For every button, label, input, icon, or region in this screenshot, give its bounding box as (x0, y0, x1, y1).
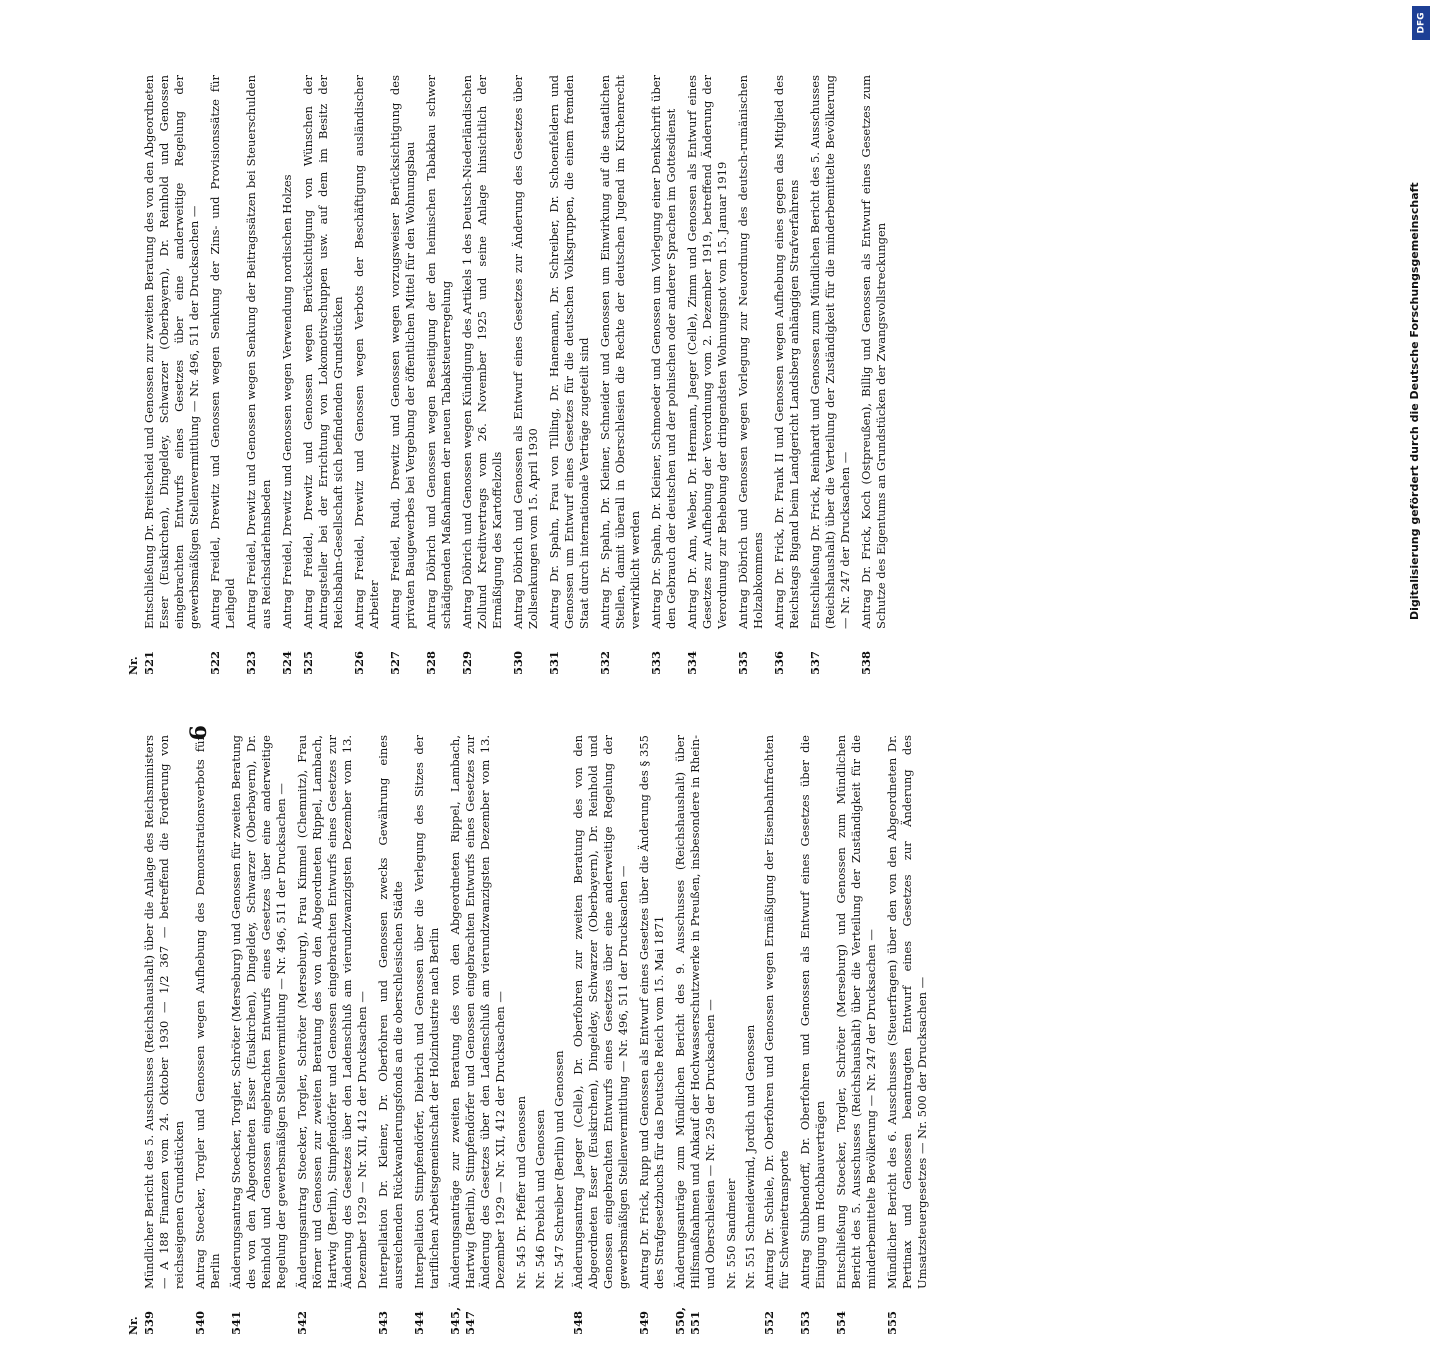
document-entry (649, 75, 679, 675)
entry-number: 549 (637, 1310, 651, 1335)
entry-text: Änderungsantrag Stoecker, Torgler, Schröter (Merseburg), Frau Kimmel (Chemnitz), Frau Rörner und Genossen zur zweiten Beratung des von den Abgeordneten Rippel, Lambach, Hartwig (Berlin), Stimpfendörfer und Genossen eingebrachten Entwurfs eines Gesetzes zur Änderung des Gesetzes über den Ladenschluß am vierundzwanzigsten Dezember vom 13. Dezember 1929 — Nr. XII, 412 der Drucksachen — (295, 735, 369, 1289)
entry-number: 539 (142, 1310, 156, 1335)
document-entry (280, 75, 295, 675)
document-entry (637, 735, 667, 1335)
entry-number: 525 (301, 650, 315, 675)
entry-number: 528 (424, 650, 438, 675)
entry-text: Entschließung Stoecker, Torgler, Schröter (Merseburg) und Genossen zum Mündlichen Bericht des 5. Ausschusses (Reichshaushalt) über die Verteilung der Zuständigkeit für die minderbemittelte Bevölkerung — Nr. 247 der Drucksachen — (834, 735, 878, 1289)
dfg-credit-strip (1404, 0, 1434, 1000)
left-column-content (127, 75, 1247, 675)
entry-text: Antrag Stubbendorff, Dr. Oberfohren und Genossen als Entwurf eines Gesetzes über die Einigung um Hochbauverträgen (798, 735, 827, 1289)
entry-number: 552 (762, 1310, 776, 1335)
entry-number: 548 (571, 1310, 585, 1335)
entry-text: Antrag Döbrich und Genossen wegen Vorlegung zur Neuordnung des deutsch-rumänischen Holzabkommens (736, 75, 765, 629)
document-entry (193, 735, 223, 1335)
entry-text: Antrag Dr. Spahn, Dr. Kleiner, Schneider und Genossen um Einwirkung auf die staatlichen Stellen, damit überall in Oberschlesien die Rechte der deutschen Jugend im Kirchenrecht verwirklicht werden (598, 75, 642, 629)
entry-number: 532 (598, 650, 612, 675)
document-entry (412, 735, 442, 1335)
entry-number: 554 (834, 1310, 848, 1335)
document-entry (772, 75, 802, 675)
digitization-credit: Digitalisierung gefördert durch die Deutsche Forschungsgemeinschaft (1408, 182, 1421, 620)
entry-number: 538 (859, 650, 873, 675)
document-entry (352, 75, 382, 675)
right-column (127, 735, 1247, 1335)
document-entry (244, 75, 274, 675)
document-entry (736, 75, 766, 675)
right-nr-header: Nr. (127, 1316, 140, 1335)
entry-number: 544 (412, 1310, 426, 1335)
entry-text: Antrag Dr. Frick, Rupp und Genossen als Entwurf eines Gesetzes über die Änderung des § 355 des Strafgesetzbuchs für das Deutsche Reich vom 15. Mai 1871 (637, 735, 666, 1289)
entry-number: 531 (547, 650, 561, 675)
sub-entry: Nr. 547 Schreiber (Berlin) und Genossen (552, 1050, 566, 1289)
entry-text: Mündlicher Bericht des 5. Ausschusses (Reichshaushalt) über die Anlage des Reichsministers — A 188 Finanzen vom 24. Oktober 1930 — 1/2 367 — betreffend die Forderung von reichseigenen Grundstücken (142, 735, 186, 1289)
entry-text: Antrag Dr. Frick, Koch (Ostpreußen), Billig und Genossen als Entwurf eines Gesetzes zum Schutze des Eigentums an Grundstücken der Zwangsvollstreckungen (859, 75, 888, 629)
entry-text: Antrag Dr. Frick, Dr. Frank II und Genossen wegen Aufhebung eines gegen das Mitglied des Reichstags Bigand beim Landgericht Landsberg anhängigen Strafverfahrens (772, 75, 801, 629)
entry-number: 534 (685, 650, 699, 675)
document-entry (424, 75, 454, 675)
dfg-logo-icon (1412, 6, 1430, 40)
document-entry (511, 75, 541, 675)
entry-text: Antrag Dr. Spahn, Frau von Tilling, Dr. Hanemann, Dr. Schreiber, Dr. Schoenfeldern und Genossen um Entwurf eines Gesetzes für die deutschen Volksgruppen, die einem fremden Staat durch internationale Verträge zugeteilt sind (547, 75, 591, 629)
document-entry (295, 735, 370, 1335)
entry-text: Antrag Döbrich und Genossen wegen Kündigung des Artikels 1 des Deutsch-Niederländischen Zollund Kreditvertrags vom 26. November 1925 und seine Anlage hinsichtlich der Ermäßigung des Kartoffelzolls (460, 75, 504, 629)
entry-text: Mündlicher Bericht des 6. Ausschusses (Steuerfragen) über den von den Abgeordneten Dr. Pertinax und Genossen beantragten Entwurf eines Gesetzes zur Änderung des Umsatzsteuergesetzes — Nr. 500 der Drucksachen — (885, 735, 929, 1289)
sub-entry: Nr. 551 Schneidewind, Jordich und Genossen (743, 1024, 757, 1289)
entry-text: Antrag Döbrich und Genossen als Entwurf eines Gesetzes zur Änderung des Gesetzes über Zollsenkungen vom 15. April 1930 (511, 75, 540, 629)
document-entry (547, 75, 592, 675)
entry-number: 526 (352, 650, 366, 675)
entry-text: Antrag Freidel, Drewitz und Genossen wegen Verwendung nordischen Holzes (280, 174, 294, 629)
document-entry (460, 75, 505, 675)
entry-number: 524 (280, 650, 294, 675)
left-nr-header: Nr. (127, 656, 140, 675)
entry-number: 550, 551 (673, 1306, 702, 1335)
left-column (127, 75, 1247, 675)
entry-number: 542 (295, 1310, 309, 1335)
entry-number: 537 (808, 650, 822, 675)
entry-number: 527 (388, 650, 402, 675)
entry-number: 543 (376, 1310, 390, 1335)
dfg-logo-text: DFG (1416, 12, 1427, 34)
entry-text: Änderungsantrag Stoecker, Torgler, Schröter (Merseburg) und Genossen für zweiten Beratung des von den Abgeordneten Esser (Euskirchen), Dingeldey, Schwarzer (Oberbayern), Dr. Reinhold und Genossen eingebrachten Entwurfs eines Gesetzes über eine anderweitige Regelung der gewerbsmäßigen Stellenvermittlung — Nr. 496, 511 der Drucksachen — (229, 735, 288, 1289)
entry-text: Antrag Dr. Spahn, Dr. Kleiner, Schmoeder und Genossen um Vorlegung einer Denkschrift über den Gebrauch der deutschen und der polnischen oder anderer Sprachen im Gottesdienst (649, 75, 678, 629)
entry-number: 553 (798, 1310, 812, 1335)
entry-number: 533 (649, 650, 663, 675)
document-entry (859, 75, 889, 675)
entry-number: 523 (244, 650, 258, 675)
entry-number: 540 (193, 1310, 207, 1335)
entry-text: Antrag Freidel, Rudi, Drewitz und Genossen wegen vorzugsweiser Berücksichtigung des privaten Baugewerbes bei Vergebung der öffentlichen Mittel für den Wohnungsbau (388, 75, 417, 629)
sub-entry: Nr. 545 Dr. Pfeffer und Genossen (514, 1095, 528, 1289)
page-number: 6 (186, 725, 212, 741)
entry-text: Antrag Freidel, Drewitz und Genossen wegen Senkung der Beitragssätzen bei Steuerschulden aus Reichsdarlehnsbeden (244, 75, 273, 629)
entry-number: 522 (208, 650, 222, 675)
entry-text: Entschließung Dr. Breitscheid und Genossen zur zweiten Beratung des von den Abgeordneten Esser (Euskirchen), Dingeldey, Schwarzer (Oberbayern), Dr. Reinhold und Genossen eingebrachten Entwurfs eines Gesetzes über eine anderweitige Regelung der gewerbsmäßigen Stellenvermittlung — Nr. 496, 511 der Drucksachen — (142, 75, 201, 629)
entry-number: 529 (460, 650, 474, 675)
document-entry (885, 735, 930, 1335)
document-entry (685, 75, 730, 675)
document-entry (598, 75, 643, 675)
document-entry (798, 735, 828, 1335)
document-entry (571, 735, 631, 1335)
entry-text: Antrag Freidel, Drewitz und Genossen wegen Senkung der Zins- und Provisionssätze für Leihgeld (208, 75, 237, 629)
document-entry (208, 75, 238, 675)
document-entry (762, 735, 792, 1335)
rotated-scan-page (127, 75, 1247, 1355)
document-entry (301, 75, 346, 675)
entry-text: Interpellation Dr. Kleiner, Dr. Oberfohren und Genossen zwecks Gewährung eines ausreichenden Rückwanderungsfonds an die oberschlesischen Städte (376, 735, 405, 1289)
document-entry (448, 735, 508, 1335)
entry-number: 555 (885, 1310, 899, 1335)
document-entry (229, 735, 289, 1335)
document-entry (142, 735, 187, 1335)
sub-entry: Nr. 546 Drebich und Genossen (533, 1109, 547, 1289)
entry-text: Antrag Stoecker, Torgler und Genossen wegen Aufhebung des Demonstrationsverbots für Berlin (193, 735, 222, 1289)
entry-text: Antrag Döbrich und Genossen wegen Beseitigung der den heimischen Tabakbau schwer schädigenden Maßnahmen der neuen Tabaksteuerregelung (424, 75, 453, 629)
entry-text: Änderungsanträge zur zweiten Beratung des von den Abgeordneten Rippel, Lambach, Hartwig (Berlin), Stimpfendörfer und Genossen eingebrachten Entwurfs eines Gesetzes zur Änderung des Gesetzes über den Ladenschluß am vierundzwanzigsten Dezember vom 13. Dezember 1929 — Nr. XII, 412 der Drucksachen — (448, 735, 507, 1289)
entry-text: Antrag Dr. Schiele, Dr. Oberfohren und Genossen wegen Ermäßigung der Eisenbahnfrachten für Schweinetransporte (762, 735, 791, 1289)
entry-number: 535 (736, 650, 750, 675)
entry-text: Änderungsantrag Jaeger (Celle), Dr. Oberfohren zur zweiten Beratung des von den Abgeordneten Esser (Euskirchen), Dingeldey, Schwarzer (Oberbayern), Dr. Reinhold und Genossen eingebrachten Entwurfs eines Gesetzes über eine anderweitige Regelung der gewerbsmäßigen Stellenvermittlung — Nr. 496, 511 der Drucksachen — (571, 735, 630, 1289)
document-entry (388, 75, 418, 675)
right-column-content (127, 735, 1247, 1335)
document-entry (142, 75, 202, 675)
entry-number: 541 (229, 1310, 243, 1335)
entry-number: 530 (511, 650, 525, 675)
entry-number: 545, 547 (448, 1306, 477, 1335)
entry-text: Änderungsanträge zum Mündlichen Bericht des 9. Ausschusses (Reichshaushalt) über Hilfsmaßnahmen und Ankauf der Hochwasserschutzwerke in Preußen, insbesondere in Rhein- und Oberschlesien — Nr. 259 der Drucksachen — (673, 735, 717, 1289)
entry-text: Interpellation Stimpfendörfer, Diebrich und Genossen über die Verlegung des Sitzes der tariflichen Arbeitsgemeinschaft der Holzindustrie nach Berlin (412, 735, 441, 1289)
document-entry (834, 735, 879, 1335)
document-entry (808, 75, 853, 675)
entry-text: Antrag Freidel, Drewitz und Genossen wegen Berücksichtigung von Wünschen der Antragsteller bei der Errichtung von Lokomotivschuppen usw. auf dem im Besitz der Reichsbahn-Gesellschaft sich befindenden Grundstücken (301, 75, 345, 629)
entry-number: 521 (142, 650, 156, 675)
document-entry (376, 735, 406, 1335)
entry-number: 536 (772, 650, 786, 675)
sub-entry: Nr. 550 Sandmeier (724, 1178, 738, 1289)
entry-text: Antrag Freidel, Drewitz und Genossen wegen Verbots der Beschäftigung ausländischer Arbeiter (352, 75, 381, 629)
document-entry (673, 735, 718, 1335)
entry-text: Entschließung Dr. Frick, Reinhardt und Genossen zum Mündlichen Bericht des 5. Ausschusses (Reichshaushalt) über die Verteilung der Zuständigkeit für die minderbemittelte Bevölkerung — Nr. 247 der Drucksachen — (808, 75, 852, 629)
entry-text: Antrag Dr. Ann, Weber, Dr. Hermann, Jaeger (Celle), Zimm und Genossen als Entwurf eines Gesetzes zur Aufhebung der Verordnung vom 2. Dezember 1919, betreffend Änderung der Verordnung zur Behebung der dringendsten Wohnungsnot vom 15. Januar 1919 (685, 75, 729, 629)
